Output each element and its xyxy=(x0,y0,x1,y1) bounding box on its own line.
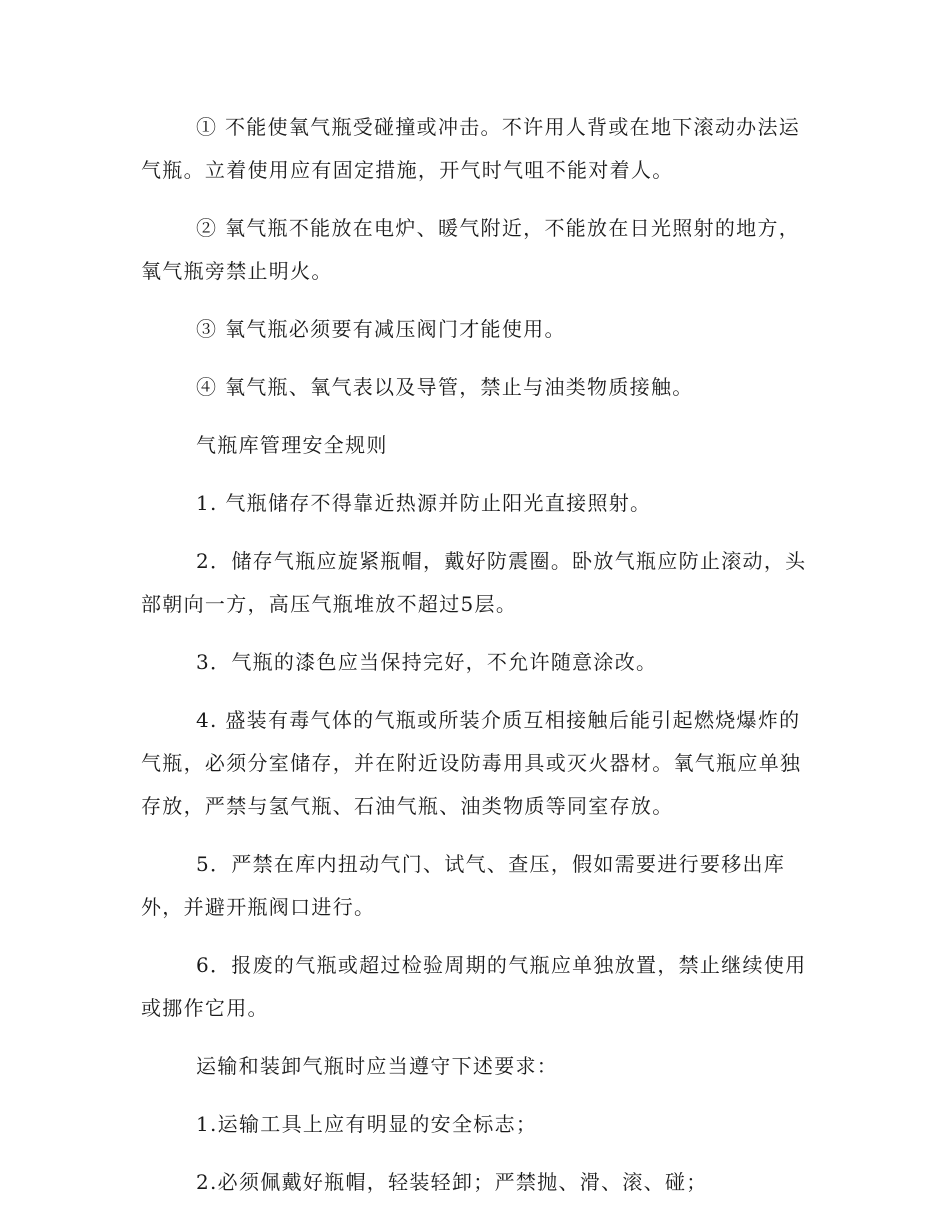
document-body xyxy=(141,106,811,1204)
paragraph-storage-rule-3: 3．气瓶的漆色应当保持完好，不允许随意涂改。 xyxy=(196,650,658,674)
paragraph-transport-rule-2: 2.必须佩戴好瓶帽，轻装轻卸；严禁抛、滑、滚、碰； xyxy=(196,1170,708,1194)
paragraph-oxygen-rule-2: ② 氧气瓶不能放在电炉、暖气附近，不能放在日光照射的地方，氧气瓶旁禁止明火。 xyxy=(141,216,801,283)
section-heading-storage-rules: 气瓶库管理安全规则 xyxy=(196,433,388,457)
paragraph-oxygen-rule-1: ① 不能使氧气瓶受碰撞或冲击。不许用人背或在地下滚动办法运气瓶。立着使用应有固定措施，开气时气咀不能对着人。 xyxy=(141,115,801,182)
paragraph-oxygen-rule-4: ④ 氧气瓶、氧气表以及导管，禁止与油类物质接触。 xyxy=(196,375,694,399)
section-heading-transport-rules: 运输和装卸气瓶时应当遵守下述要求： xyxy=(196,1054,559,1078)
paragraph-storage-rule-1: 1. 气瓶储存不得靠近热源并防止阳光直接照射。 xyxy=(196,491,652,515)
paragraph-storage-rule-5: 5．严禁在库内扭动气门、试气、查压，假如需要进行要移出库外，并避开瓶阀口进行。 xyxy=(141,852,786,919)
paragraph-storage-rule-6: 6．报废的气瓶或超过检验周期的气瓶应单独放置，禁止继续使用或挪作它用。 xyxy=(141,953,807,1020)
paragraph-transport-rule-1: 1.运输工具上应有明显的安全标志； xyxy=(196,1112,538,1136)
paragraph-storage-rule-4: 4. 盛装有毒气体的气瓶或所装介质互相接触后能引起燃烧爆炸的气瓶，必须分室储存，并在附近设防毒用具或灭火器材。氧气瓶应单独存放，严禁与氢气瓶、石油气瓶、油类物质等同室存放。 xyxy=(141,708,802,818)
paragraph-oxygen-rule-3: ③ 氧气瓶必须要有减压阀门才能使用。 xyxy=(196,317,566,341)
paragraph-storage-rule-2: 2．储存气瓶应旋紧瓶帽，戴好防震圈。卧放气瓶应防止滚动，头部朝向一方，高压气瓶堆放不超过5层。 xyxy=(141,549,807,616)
